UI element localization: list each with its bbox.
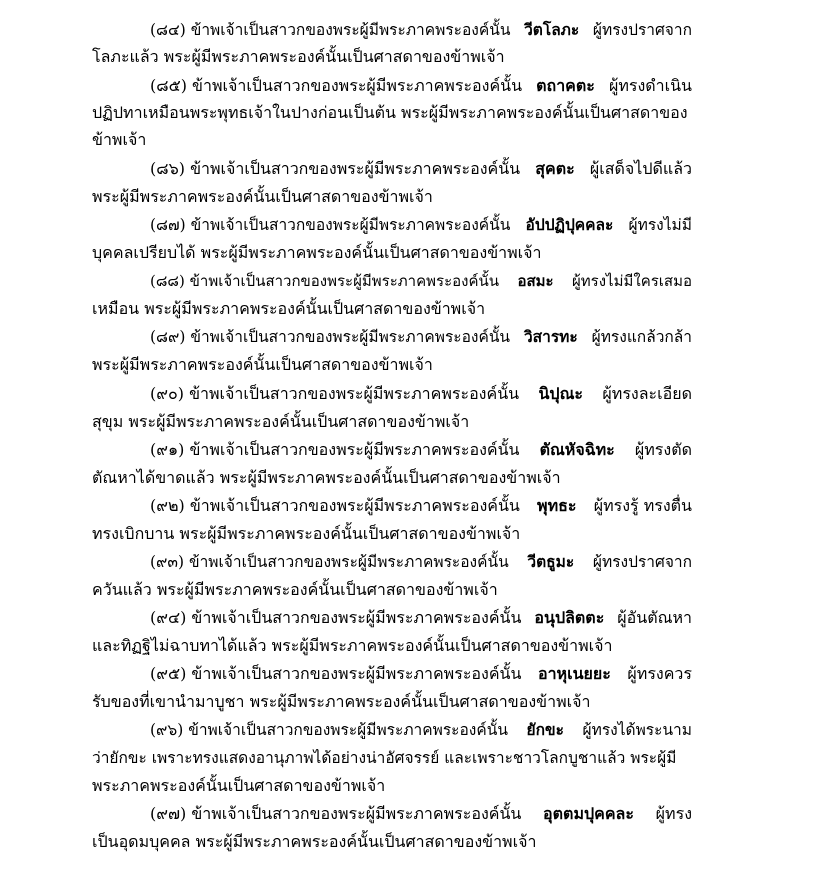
paragraph-89-line-2	[92, 351, 692, 379]
paragraph-96-line-1	[150, 716, 692, 744]
paragraph-number: (๘๗)	[150, 216, 186, 234]
paragraph-number: (๙๕)	[150, 664, 187, 683]
paragraph-number: (๙๒)	[150, 496, 185, 515]
paragraph-lead: ข้าพเจ้าเป็นสาวกของพระผู้มีพระภาคพระองค์นั้น	[189, 440, 520, 459]
paragraph-lead: ข้าพเจ้าเป็นสาวกของพระผู้มีพระภาคพระองค์นั้น	[190, 216, 511, 234]
paragraph-name: อาหุเนยยะ	[537, 664, 611, 683]
paragraph-tail: ผู้ทรงได้พระนาม	[582, 721, 692, 739]
paragraph-87-line-2	[92, 239, 692, 267]
paragraph-lead: ข้าพเจ้าเป็นสาวกของพระผู้มีพระภาคพระองค์นั้น	[190, 328, 511, 346]
paragraph-96-line-2	[92, 744, 692, 772]
paragraph-name: อนุปลิตตะ	[534, 608, 605, 627]
paragraph-tail: ผู้ทรงละเอียด	[602, 384, 692, 403]
paragraph-name: นิปุณะ	[538, 384, 583, 403]
paragraph-continuation: รับของที่เขานำมาบูชา พระผู้มีพระภาคพระองค์นั้นเป็นศาสดาของข้าพเจ้า	[92, 692, 591, 711]
paragraph-97-line-1	[150, 800, 692, 828]
paragraph-94-line-1	[150, 604, 692, 632]
paragraph-name: พุทธะ	[537, 496, 577, 515]
paragraph-96-line-3	[92, 772, 692, 800]
paragraph-number: (๘๖)	[150, 159, 185, 178]
paragraph-85-line-1	[150, 72, 692, 100]
paragraph-number: (๙๐)	[150, 384, 184, 403]
paragraph-tail: ผู้ทรงควร	[627, 664, 692, 683]
paragraph-number: (๘๔)	[150, 21, 186, 39]
paragraph-87-line-1	[150, 211, 692, 239]
paragraph-name: ตถาคตะ	[536, 76, 595, 95]
paragraph-86-line-2	[92, 183, 692, 211]
paragraph-lead: ข้าพเจ้าเป็นสาวกของพระผู้มีพระภาคพระองค์นั้น	[191, 664, 522, 683]
paragraph-tail: ผู้เสด็จไปดีแล้ว	[589, 159, 692, 178]
paragraph-tail: ผู้ทรงตัด	[634, 440, 692, 459]
paragraph-lead: ข้าพเจ้าเป็นสาวกของพระผู้มีพระภาคพระองค์นั้น	[189, 496, 520, 515]
paragraph-name: อสมะ	[517, 272, 554, 290]
paragraph-lead: ข้าพเจ้าเป็นสาวกของพระผู้มีพระภาคพระองค์นั้น	[189, 272, 500, 290]
paragraph-name: ตัณหัจฉิทะ	[539, 440, 615, 459]
paragraph-continuation: เหมือน พระผู้มีพระภาคพระองค์นั้นเป็นศาสดาของข้าพเจ้า	[92, 299, 486, 318]
paragraph-95-line-2	[92, 688, 692, 716]
paragraph-90-line-1	[150, 380, 692, 408]
paragraph-continuation: เป็นอุดมบุคคล พระผู้มีพระภาคพระองค์นั้นเป็นศาสดาของข้าพเจ้า	[92, 832, 537, 851]
paragraph-92-line-1	[150, 492, 692, 520]
paragraph-lead: ข้าพเจ้าเป็นสาวกของพระผู้มีพระภาคพระองค์นั้น	[188, 553, 509, 571]
paragraph-number: (๙๑)	[150, 440, 185, 459]
paragraph-86-line-1	[150, 155, 692, 183]
paragraph-continuation: บุคคลเปรียบได้ พระผู้มีพระภาคพระองค์นั้นเป็นศาสดาของข้าพเจ้า	[92, 243, 542, 262]
paragraph-number: (๙๔)	[150, 608, 187, 627]
paragraph-continuation: พระภาคพระองค์นั้นเป็นศาสดาของข้าพเจ้า	[92, 776, 386, 795]
paragraph-continuation: ควันแล้ว พระผู้มีพระภาคพระองค์นั้นเป็นศาสดาของข้าพเจ้า	[92, 580, 498, 599]
paragraph-85-line-2	[92, 99, 692, 127]
paragraph-90-line-2	[92, 408, 692, 436]
paragraph-name: ยักขะ	[526, 720, 564, 739]
paragraph-tail: ผู้อันตัณหา	[617, 608, 692, 627]
paragraph-tail: ผู้ทรงแกล้วกล้า	[591, 328, 692, 346]
paragraph-number: (๙๖)	[150, 721, 184, 739]
paragraph-tail: ผู้ทรงรู้ ทรงตื่น	[593, 496, 692, 515]
paragraph-97-line-2	[92, 828, 692, 856]
paragraph-lead: ข้าพเจ้าเป็นสาวกของพระผู้มีพระภาคพระองค์นั้น	[191, 608, 522, 627]
paragraph-name: สุคตะ	[535, 159, 575, 178]
paragraph-tail: ผู้ทรงไม่มีใครเสมอ	[572, 272, 692, 290]
paragraph-tail: ผู้ทรงปราศจาก	[592, 21, 692, 39]
paragraph-lead: ข้าพเจ้าเป็นสาวกของพระผู้มีพระภาคพระองค์นั้น	[190, 21, 511, 39]
paragraph-name: วิสารทะ	[523, 327, 578, 346]
paragraph-93-line-1	[150, 548, 692, 576]
paragraph-name: อัปปฏิปุคคละ	[525, 215, 614, 234]
paragraph-continuation: ข้าพเจ้า	[92, 130, 147, 149]
paragraph-94-line-2	[92, 632, 692, 660]
paragraph-lead: ข้าพเจ้าเป็นสาวกของพระผู้มีพระภาคพระองค์นั้น	[190, 159, 521, 178]
paragraph-88-line-2	[92, 295, 692, 323]
paragraph-continuation: โลภะแล้ว พระผู้มีพระภาคพระองค์นั้นเป็นศาสดาของข้าพเจ้า	[92, 47, 505, 66]
paragraph-name: วีตธูมะ	[527, 552, 575, 571]
paragraph-88-line-1	[150, 267, 692, 295]
paragraph-tail: ผู้ทรง	[655, 804, 692, 823]
paragraph-85-line-3	[92, 126, 692, 154]
paragraph-tail: ผู้ทรงไม่มี	[628, 216, 692, 234]
paragraph-lead: ข้าพเจ้าเป็นสาวกของพระผู้มีพระภาคพระองค์นั้น	[189, 384, 520, 403]
paragraph-name: วีตโลภะ	[524, 20, 580, 39]
paragraph-number: (๘๕)	[150, 76, 187, 95]
paragraph-84-line-2	[92, 43, 692, 71]
paragraph-continuation: สุขุม พระผู้มีพระภาคพระองค์นั้นเป็นศาสดาของข้าพเจ้า	[92, 412, 470, 431]
paragraph-84-line-1	[150, 16, 692, 44]
paragraph-tail: ผู้ทรงปราศจาก	[592, 553, 692, 571]
paragraph-95-line-1	[150, 660, 692, 688]
paragraph-continuation: ตัณหาได้ขาดแล้ว พระผู้มีพระภาคพระองค์นั้นเป็นศาสดาของข้าพเจ้า	[92, 468, 561, 487]
paragraph-tail: ผู้ทรงดำเนิน	[608, 76, 692, 95]
paragraph-93-line-2	[92, 576, 692, 604]
paragraph-89-line-1	[150, 323, 692, 351]
paragraph-continuation: ว่ายักขะ เพราะทรงแสดงอานุภาพได้อย่างน่าอัศจรรย์ และเพราะชาวโลกบูชาแล้ว พระผู้มี	[92, 749, 677, 767]
paragraph-lead: ข้าพเจ้าเป็นสาวกของพระผู้มีพระภาคพระองค์นั้น	[191, 804, 522, 823]
paragraph-continuation: พระผู้มีพระภาคพระองค์นั้นเป็นศาสดาของข้าพเจ้า	[92, 187, 433, 206]
paragraph-continuation: ทรงเบิกบาน พระผู้มีพระภาคพระองค์นั้นเป็นศาสดาของข้าพเจ้า	[92, 524, 521, 543]
paragraph-number: (๙๓)	[150, 553, 185, 571]
paragraph-number: (๙๗)	[150, 804, 187, 823]
paragraph-continuation: พระผู้มีพระภาคพระองค์นั้นเป็นศาสดาของข้าพเจ้า	[92, 355, 433, 374]
paragraph-continuation: และทิฏฐิไม่ฉาบทาได้แล้ว พระผู้มีพระภาคพระองค์นั้นเป็นศาสดาของข้าพเจ้า	[92, 636, 613, 655]
paragraph-91-line-1	[150, 436, 692, 464]
paragraph-number: (๘๘)	[150, 272, 185, 290]
paragraph-lead: ข้าพเจ้าเป็นสาวกของพระผู้มีพระภาคพระองค์นั้น	[188, 721, 508, 739]
paragraph-number: (๘๙)	[150, 328, 186, 346]
paragraph-91-line-2	[92, 464, 692, 492]
paragraph-92-line-2	[92, 520, 692, 548]
paragraph-continuation: ปฏิปทาเหมือนพระพุทธเจ้าในปางก่อนเป็นต้น พระผู้มีพระภาคพระองค์นั้นเป็นศาสดาของ	[92, 103, 688, 122]
paragraph-name: อุตตมปุคคละ	[543, 804, 634, 823]
paragraph-lead: ข้าพเจ้าเป็นสาวกของพระผู้มีพระภาคพระองค์นั้น	[192, 76, 523, 95]
